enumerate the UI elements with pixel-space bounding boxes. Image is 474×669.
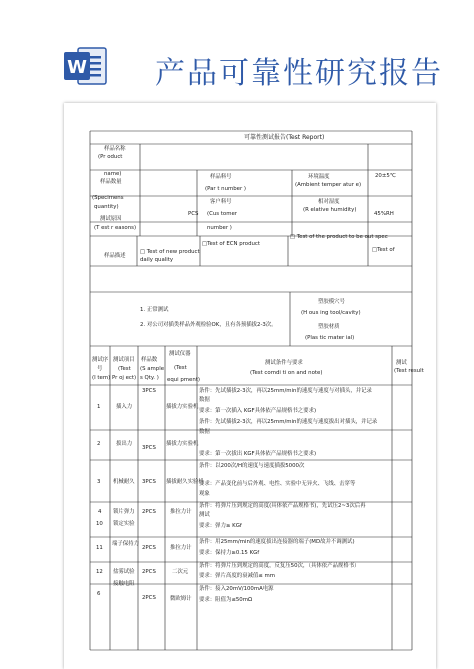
row-6-seq: 6 (97, 591, 101, 597)
row-12-seq: 12 (96, 569, 103, 575)
sample-name-label-cn: 样品名称 (104, 146, 126, 152)
humidity-label-en: (R elative humidity) (303, 207, 357, 213)
row-2-cond-1: 条件：先试插拔2-3次，再以25mm/min的速度与速度拔出对插头，并记录 (199, 419, 378, 425)
row-4-cond-2: 测试 (199, 512, 210, 518)
row-4-name: 锁片弹力 (113, 509, 135, 515)
row-4-seq: 4 (98, 509, 102, 515)
reason-other-checkbox[interactable]: □Test of (372, 247, 395, 253)
row-12-equip: 二次元 (172, 569, 189, 575)
col-result-header-2: (Test result (394, 368, 424, 374)
row-11-name: 端子保持力 (112, 541, 139, 547)
page-title: 产品可靠性研究报告 (155, 56, 443, 91)
reason-out-spec-checkbox[interactable]: □ Test of the product to be out spec (290, 234, 388, 240)
part-number-label-en: (Par t number ) (205, 186, 247, 192)
col-project-header-3: Pr oj ect) (112, 375, 137, 381)
col-cond-header-1: 测试条件与要求 (265, 360, 303, 366)
row-12-cond-1: 条件：将弹片压到规定的高度，反复压50次，（具体依产品规格书） (199, 563, 360, 569)
row-6-qty: 2PCS (142, 595, 156, 601)
sample-desc-label: 样品描述 (104, 253, 126, 259)
row-12-qty: 2PCS (142, 569, 156, 575)
row-4-cond-3: 要求：弹力≥ KGf (199, 523, 242, 529)
row-4-equip: 推拉力计 (170, 509, 192, 515)
sample-qty-label-en1: (Specimens (92, 195, 124, 201)
row-1-equip: 插拔力实验机 (166, 404, 199, 410)
col-qty-header-3: s Qty. ) (140, 375, 159, 381)
row-10-seq: 10 (96, 521, 103, 527)
row-11-cond-2: 要求：保持力≥0.15 KGf (199, 550, 260, 556)
col-qty-header-2: (S ample (140, 366, 165, 372)
col-seq-header-1: 测试序 (92, 357, 109, 363)
row-3-qty: 3PCS (142, 479, 156, 485)
col-qty-header-1: 样品数 (141, 357, 158, 363)
row-2-name: 拔出力 (116, 441, 133, 447)
customer-label-en1: (Cus tomer (207, 211, 238, 217)
row-2-cond-3: 要求：第一次拔出 KGF具体依产品规格书之要求) (199, 451, 317, 457)
humidity-label-cn: 相对湿度 (318, 199, 340, 205)
row-3-cond-2: 要求：产品变化前与后外观、电性、实验中无异火、飞线、击穿等 (199, 481, 356, 487)
col-seq-header-3: (I tem) (92, 375, 111, 381)
col-equip-header-3: equi pment) (167, 377, 200, 383)
col-project-header-1: 测试项目 (113, 357, 135, 363)
reason-new-product-daily: daily quality (140, 257, 174, 263)
row-1-qty: 3PCS (142, 388, 156, 394)
word-logo-letter: W (67, 57, 87, 78)
ambient-temp-label-cn: 环境温度 (308, 174, 330, 180)
col-project-header-2: (Test (118, 366, 131, 372)
row-2-seq: 2 (97, 441, 101, 447)
row-3-cond-3: 观象 (199, 491, 210, 497)
report-heading: 可靠性测试报告(Test Report) (244, 134, 325, 141)
row-2-qty: 3PCS (142, 445, 156, 451)
col-seq-header-2: 号 (97, 366, 103, 372)
desc-line-2: 2. 对公司对插类样品外观检验OK，且有各预插拔2-3次。 (140, 322, 277, 328)
housing-label-cn: 塑胶模穴号 (318, 299, 345, 305)
sample-qty-label-en2: quantity) (94, 204, 119, 210)
ambient-temp-label-en: (Ambient temper atur e) (295, 182, 362, 188)
row-6-name: 接触电阻 (113, 581, 135, 587)
row-2-cond-2: 数据 (199, 429, 210, 435)
reason-ecn-checkbox[interactable]: □Test of ECN product (202, 241, 260, 247)
row-3-name: 机械耐久 (113, 479, 135, 485)
row-1-name: 插入力 (116, 404, 133, 410)
row-11-seq: 11 (96, 545, 103, 551)
reason-new-product-checkbox[interactable]: □ Test of new product (140, 249, 200, 255)
row-6-equip: 微欧姆计 (170, 596, 192, 602)
row-3-equip: 插拔耐久实验机 (166, 479, 204, 485)
sample-name-label-en2: name) (104, 171, 122, 177)
row-12-cond-2: 要求：弹片高度的衰减值≤ mm (199, 573, 276, 579)
customer-label-cn: 客户料号 (210, 199, 232, 205)
row-11-cond-1: 条件：用25mm/min的速度拔出连接器的端子(MD故并不调测试) (199, 539, 355, 545)
sample-name-label-en1: (Pr oduct (98, 154, 123, 160)
row-11-equip: 推拉力计 (170, 545, 192, 551)
material-label-en: (Plas tic mater ial) (305, 335, 355, 341)
ambient-temp-value: 20±5℃ (375, 173, 396, 179)
sample-qty-label-cn: 样品数量 (100, 179, 122, 185)
row-4-cond-1: 条件：将弹片压到规定的高度(具体依产品规格书)，先试压2~3次后再 (199, 503, 366, 509)
row-1-cond-2: 数据 (199, 397, 210, 403)
row-12-name: 盐雾试验 (113, 569, 135, 575)
row-1-cond-1: 条件：先试插拔2-3次，再以25mm/min的速度与速度与对插头，并记录 (199, 388, 372, 394)
desc-line-1: 1. 正常测试 (140, 307, 169, 313)
row-6-cond-1: 条件：接入20mV/100mA电源 (199, 586, 274, 592)
col-equip-header-1: 测试仪器 (169, 351, 191, 357)
material-label-cn: 塑胶材质 (318, 324, 340, 330)
housing-label-en: (H ous ing tool/cavity) (301, 310, 361, 316)
sample-qty-value: PCS (188, 211, 199, 217)
row-11-qty: 2PCS (142, 545, 156, 551)
row-1-cond-3: 要求：第一次插入 KGF具体依产品规格书之要求) (199, 408, 317, 414)
row-2-equip: 插拔力实验机 (166, 441, 199, 447)
row-1-seq: 1 (97, 404, 101, 410)
row-3-seq: 3 (97, 479, 101, 485)
row-4-qty: 2PCS (142, 509, 156, 515)
part-number-label-cn: 样品料号 (210, 174, 232, 180)
col-equip-header-2: (Test (174, 365, 187, 371)
row-10-name: 锁定实验 (113, 521, 135, 527)
row-3-cond-1: 条件：以200次/H的速度与速度插拔5000次 (199, 463, 305, 469)
col-cond-header-2: (Test comdi ti on and note) (250, 370, 323, 376)
test-reason-label-en: (T est r easons) (94, 225, 137, 231)
customer-label-en2: number ) (207, 225, 232, 231)
row-6-cond-2: 要求：阻值为≤50mΩ (199, 597, 253, 603)
test-reason-label-cn: 测试原因 (100, 216, 122, 222)
humidity-value: 45%RH (374, 211, 394, 217)
col-result-header-1: 测试 (396, 360, 407, 366)
